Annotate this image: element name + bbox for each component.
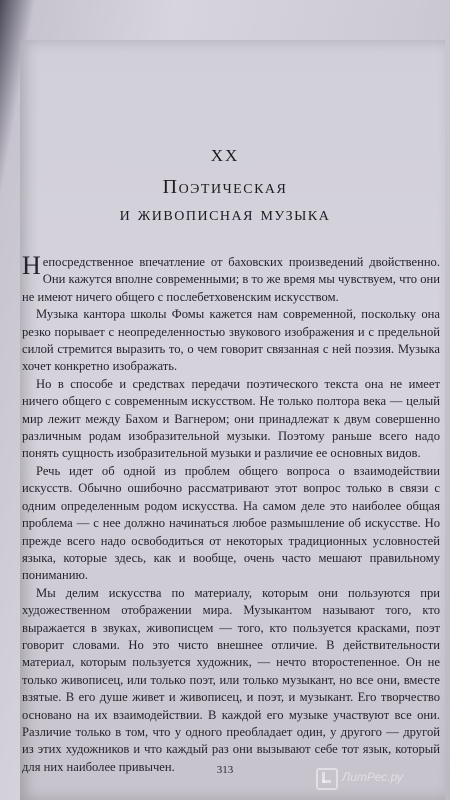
page-number: 313 [216, 764, 234, 776]
watermark-text: ЛитРес.ру [342, 770, 403, 784]
paragraph-2: Музыка кантора школы Фомы кажется нам современной, поскольку она резко порывает с неопределенностью звукового изображения и с предельной силой стремится выразить то, о чем говорит связанная с ней поэзия. Музыка хочет конкретно изображать. [22, 307, 440, 374]
chapter-title-line-2: и живописная музыка [119, 203, 331, 225]
paragraph-3: Но в способе и средствах передачи поэтического текста она не имеет ничего общего с современным искусством. Не только полтора века — целый мир лежит между Бахом и Вагнером; они принадлежат к двум совершенно различным родам изобразительной музыки. Поэтому раньше всего надо понять сущность изобразительной музыки и различие ее основных видов. [22, 376, 440, 461]
paragraph-4: Речь идет об одной из проблем общего вопроса о взаимодействии искусств. Обычно ошибочно рассматривают этот вопрос только в связи с одним определенным родом искусства. На самом деле это наиболее общая проблема — с нее должно начинаться любое размышление об искусстве. Но прежде всего надо освободиться от некоторых традиционных условностей языка, которые здесь, как и вообще, очень часто мешают правильному пониманию. [22, 463, 440, 583]
watermark-logo [316, 766, 448, 792]
paragraph-5: Мы делим искусства по материалу, которым они пользуются при художественном отображении мира. Музыкантом называют того, кто выражается в звуках, живописцем — того, кто пользуется красками, поэт говорит словами. Но это чисто внешнее отличие. В действительности материал, которым пользуется художник, — нечто второстепенное. Он не только живописец, или только поэт, или только музыкант, но все они, вместе взятые. В его душе живет и живописец, и поэт, и музыкант. Его творчество основано на их взаимодействии. В каждой его музыке участвуют все они. Различие только в том, что у одного преобладает один, у другого — другой из этих художников и что каждый раз они вызывают себе тот язык, который для них наиболее привычен. [22, 585, 440, 774]
body-text [22, 251, 440, 776]
chapter-title [0, 174, 450, 228]
paragraph-1: Непосредственное впечатление от баховских произведений двойственно. Они кажутся вполне современными; в то же время мы чувствуем, что они не имеют ничего общего с послебетховенским искусством. [22, 251, 440, 304]
chapter-title-line-1: Поэтическая [162, 176, 288, 198]
logo-mark-icon [316, 768, 338, 790]
chapter-number: XX [210, 146, 240, 165]
